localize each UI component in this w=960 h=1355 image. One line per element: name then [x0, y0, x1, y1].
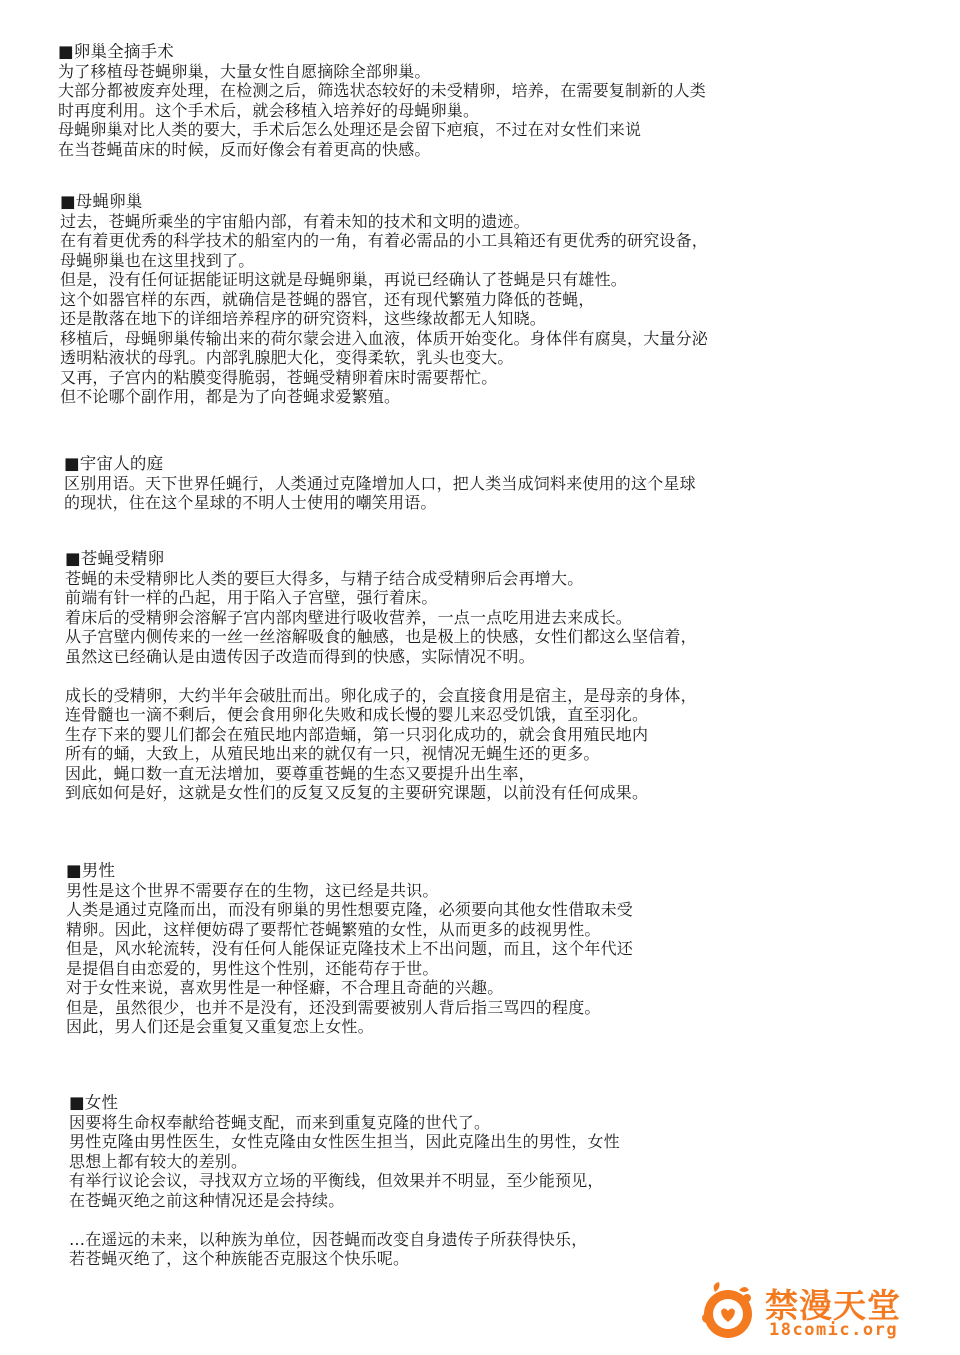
watermark-logo [695, 1270, 925, 1350]
text-line: 男性是这个世界不需要存在的生物，这已经是共识。 [66, 880, 439, 900]
blank-line [69, 1210, 620, 1230]
text-line: 男性克隆由男性医生，女性克隆由女性医生担当，因此克隆出生的男性，女性 [69, 1132, 620, 1151]
section-heading: ■女性 [69, 1093, 119, 1112]
section-heading: ■男性 [66, 861, 116, 880]
watermark-title: 禁漫天堂 [765, 1286, 901, 1325]
blank-line [65, 666, 697, 686]
text-line: 但不论哪个副作用，都是为了向苍蝇求爱繁殖。 [60, 387, 401, 406]
text-line: 时再度利用。这个手术后，就会移植入培养好的母蝇卵巢。 [58, 100, 480, 120]
text-line: 着床后的受精卵会溶解子宫内部肉壁进行吸收营养，一点一点吃用进去来成长。 [65, 607, 633, 627]
text-line: 因要将生命权奉献给苍蝇支配，而来到重复克隆的世代了。 [69, 1112, 491, 1132]
section-heading: ■苍蝇受精卵 [65, 549, 165, 568]
text-line: 若苍蝇灭绝了，这个种族能否克服这个快乐呢。 [69, 1249, 410, 1268]
section-fly-fertilized-egg [65, 549, 697, 803]
text-line: 区别用语。天下世界任蝇行，人类通过克隆增加人口，把人类当成饲料来使用的这个星球 [64, 473, 696, 493]
text-line: 从子宫壁内侧传来的一丝一丝溶解吸食的触感，也是极上的快感，女性们都这么坚信着， [65, 627, 697, 646]
text-line: 因此，男人们还是会重复又重复恋上女性。 [66, 1017, 374, 1036]
text-line: 是提倡自由恋爱的，男性这个性别，还能苟存于世。 [66, 958, 439, 978]
text-line: 有举行议论会议，寻找双方立场的平衡线，但效果并不明显，至少能预见， [69, 1171, 604, 1190]
section-male [66, 861, 633, 1037]
text-line: 生存下来的婴儿们都会在殖民地内部造蛹，第一只羽化成功的，就会食用殖民地内 [65, 724, 649, 744]
section-alien-garden [64, 454, 696, 513]
text-line: 移植后，母蝇卵巢传输出来的荷尔蒙会进入血液，体质开始变化。身体伴有腐臭，大量分泌 [60, 328, 709, 348]
section-heading: ■卵巢全摘手术 [58, 42, 174, 61]
cartoon-mascot-icon [695, 1278, 761, 1344]
text-line: 连骨髓也一滴不剩后，便会食用卵化失败和成长慢的婴儿来忍受饥饿，直至羽化。 [65, 705, 649, 724]
section-female [69, 1093, 620, 1269]
section-heading: ■母蝇卵巢 [60, 192, 143, 211]
text-line: 大部分都被废弃处理，在检测之后，筛选状态较好的未受精卵，培养，在需要复制新的人类 [58, 81, 707, 100]
text-line: 又再，子宫内的粘膜变得脆弱，苍蝇受精卵着床时需要帮忙。 [60, 367, 498, 387]
text-line: 还是散落在地下的详细培养程序的研究资料，这些缘故都无人知晓。 [60, 309, 547, 328]
section-ovary-removal [58, 42, 706, 159]
text-line: 在当苍蝇苗床的时候，反而好像会有着更高的快感。 [58, 139, 431, 159]
text-line: 透明粘液状的母乳。内部乳腺肥大化，变得柔软，乳头也变大。 [60, 348, 514, 367]
text-line: 但是，虽然很少，也并不是没有，还没到需要被别人背后指三骂四的程度。 [66, 997, 601, 1017]
text-line: 对于女性来说，喜欢男性是一种怪癖，不合理且奇葩的兴趣。 [66, 978, 504, 997]
text-line: 思想上都有较大的差别。 [69, 1151, 248, 1171]
text-line: 人类是通过克隆而出，而没有卵巢的男性想要克隆，必须要向其他女性借取未受 [66, 900, 634, 919]
text-line: 在有着更优秀的科学技术的船室内的一角，有着必需品的小工具箱还有更优秀的研究设备， [60, 231, 709, 250]
text-line: 苍蝇的未受精卵比人类的要巨大得多，与精子结合成受精卵后会再增大。 [65, 568, 584, 588]
text-line: 前端有针一样的凸起，用于陷入子宫壁，强行着床。 [65, 588, 438, 607]
text-line: …在遥远的未来，以种族为单位，因苍蝇而改变自身遗传子所获得快乐， [69, 1229, 588, 1249]
text-line: 的现状，住在这个星球的不明人士使用的嘲笑用语。 [64, 493, 437, 512]
text-line: 所有的蛹，大致上，从殖民地出来的就仅有一只，视情况无蝇生还的更多。 [65, 744, 600, 763]
text-line: 虽然这已经确认是由遗传因子改造而得到的快感，实际情况不明。 [65, 646, 535, 666]
text-line: 但是，风水轮流转，没有任何人能保证克隆技术上不出问题，而且，这个年代还 [66, 939, 634, 958]
text-line: 过去，苍蝇所乘坐的宇宙船内部，有着未知的技术和文明的遗迹。 [60, 211, 530, 231]
text-line: 在苍蝇灭绝之前这种情况还是会持续。 [69, 1190, 345, 1210]
text-line: 到底如何是好，这就是女性们的反复又反复的主要研究课题，以前没有任何成果。 [65, 783, 649, 802]
text-line: 成长的受精卵，大约半年会破肚而出。卵化成子的，会直接食用是宿主，是母亲的身体， [65, 685, 697, 705]
text-line: 母蝇卵巢也在这里找到了。 [60, 250, 255, 270]
section-mother-fly-ovary [60, 192, 708, 407]
section-heading: ■宇宙人的庭 [64, 454, 164, 473]
text-line: 母蝇卵巢对比人类的要大，手术后怎么处理还是会留下疤痕，不过在对女性们来说 [58, 120, 642, 139]
text-line: 这个如器官样的东西，就确信是苍蝇的器官，还有现代繁殖力降低的苍蝇， [60, 289, 595, 309]
text-line: 为了移植母苍蝇卵巢，大量女性自愿摘除全部卵巢。 [58, 61, 431, 81]
text-line: 但是，没有任何证据能证明这就是母蝇卵巢，再说已经确认了苍蝇是只有雄性。 [60, 270, 628, 289]
text-line: 精卵。因此，这样便妨碍了要帮忙苍蝇繁殖的女性，从而更多的歧视男性。 [66, 919, 601, 939]
text-line: 因此，蝇口数一直无法增加，要尊重苍蝇的生态又要提升出生率， [65, 763, 535, 783]
watermark-url: 18comic.org [769, 1320, 899, 1340]
